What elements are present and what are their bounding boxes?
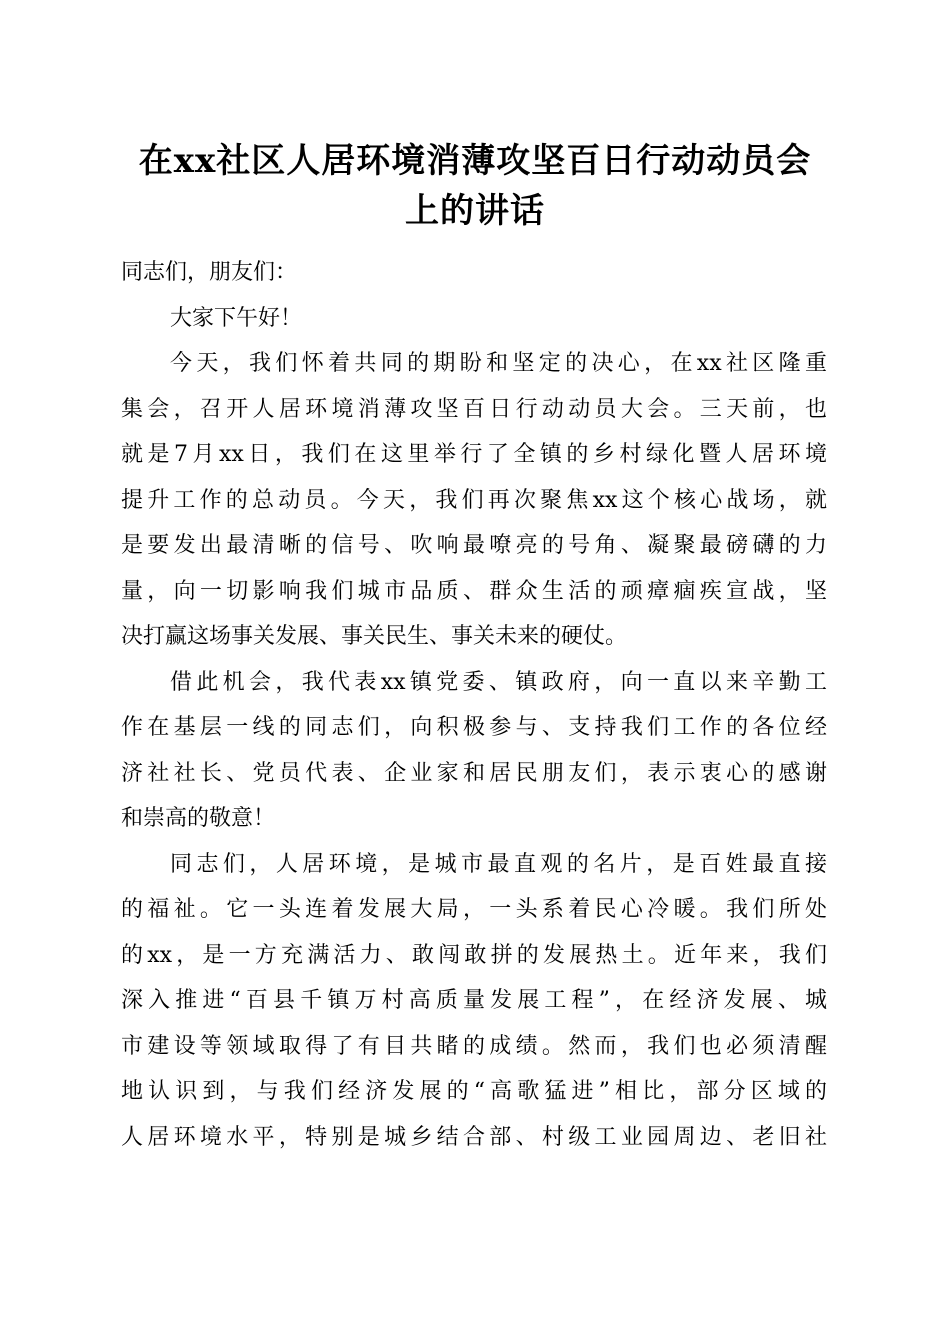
paragraph-3-line: 地认识到，与我们经济发展的“高歌猛进”相比，部分区域的: [121, 1079, 827, 1104]
paragraph-1-line: 决打赢这场事关发展、事关民生、事关未来的硬仗。: [121, 624, 628, 649]
paragraph-3-line: 同志们，人居环境，是城市最直观的名片，是百姓最直接: [170, 851, 827, 877]
paragraph-3-line: 市建设等领域取得了有目共睹的成绩。然而，我们也必须清醒: [121, 1033, 827, 1059]
paragraph-1-line: 是要发出最清晰的信号、吹响最嘹亮的号角、凝聚最磅礴的力: [121, 533, 827, 558]
greeting: 大家下午好！: [170, 305, 303, 331]
paragraph-2-line: 济社社长、党员代表、企业家和居民朋友们，表示衷心的感谢: [121, 760, 827, 786]
paragraph-1-line: 就是7月xx日，我们在这里举行了全镇的乡村绿化暨人居环境: [121, 442, 827, 467]
paragraph-2-line: 和崇高的敬意！: [121, 806, 276, 831]
document-body: [121, 250, 827, 1160]
paragraph-3-line: 深入推进“百县千镇万村高质量发展工程”，在经济发展、城: [121, 988, 827, 1013]
paragraph-2-line: 借此机会，我代表xx镇党委、镇政府，向一直以来辛勤工: [170, 669, 827, 695]
paragraph-3-line: 的xx，是一方充满活力、敢闯敢拼的发展热土。近年来，我们: [121, 942, 827, 968]
paragraph-1-line: 提升工作的总动员。今天，我们再次聚焦xx这个核心战场，就: [121, 487, 827, 513]
paragraph-2-line: 作在基层一线的同志们，向积极参与、支持我们工作的各位经: [121, 715, 827, 740]
paragraph-3-line: 人居环境水平，特别是城乡结合部、村级工业园周边、老旧社: [121, 1124, 827, 1150]
paragraph-1-line: 量，向一切影响我们城市品质、群众生活的顽瘴痼疾宣战，坚: [121, 578, 827, 604]
paragraph-1-line: 今天，我们怀着共同的期盼和坚定的决心，在xx社区隆重: [170, 351, 827, 376]
salutation: 同志们，朋友们：: [121, 260, 298, 285]
paragraph-1-line: 集会，召开人居环境消薄攻坚百日行动动员大会。三天前，也: [121, 396, 827, 422]
document-title: [100, 136, 850, 236]
title-line-2: 上的讲话: [405, 191, 545, 231]
paragraph-3-line: 的福祉。它一头连着发展大局，一头系着民心冷暖。我们所处: [121, 897, 827, 922]
title-line-1: 在xx社区人居环境消薄攻坚百日行动动员会: [138, 141, 812, 181]
